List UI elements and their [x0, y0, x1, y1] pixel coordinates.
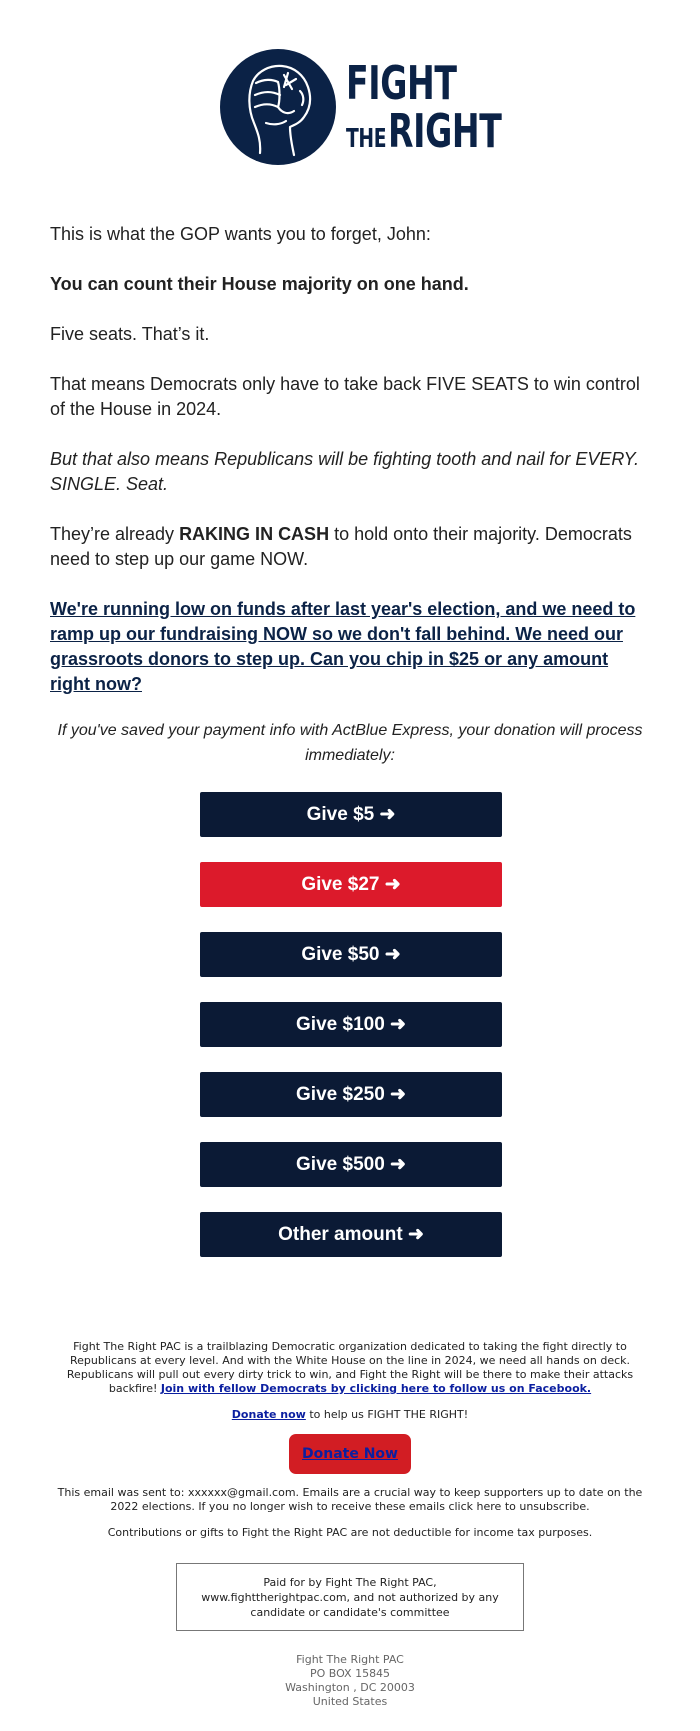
- raking-in-cash-text: RAKING IN CASH: [179, 524, 330, 544]
- intro-paragraph: This is what the GOP wants you to forget, John:: [50, 224, 431, 244]
- give-50-button[interactable]: Give $50 ➜: [200, 932, 502, 977]
- about-paragraph: Fight The Right PAC is a trailblazing Democratic organization dedicated to taking the fight directly to Republicans at every level. And with the White House on the line in 2024, we need all hands on deck. Republicans will pull out every dirty trick to win, and Fight the Right will be there to make their attacks backfire! Join with fellow Democrats by clicking here to follow us on Facebook.: [66, 1340, 634, 1395]
- sent-to-text: This email was sent to: xxxxxx@gmail.com. Emails are a crucial way to keep supporters up to date on the 2022 elections. If you no longer wish to receive these emails click here to unsubscribe.: [57, 1486, 643, 1513]
- give-5-button[interactable]: Give $5 ➜: [200, 792, 502, 837]
- address-line: Fight The Right PAC: [296, 1653, 404, 1666]
- logo-right: RIGHT: [388, 104, 502, 158]
- donate-line: Donate now to help us FIGHT THE RIGHT!: [231, 1408, 469, 1421]
- address-line: United States: [312, 1695, 388, 1708]
- raised-fist-icon: [220, 49, 336, 165]
- tax-disclaimer: Contributions or gifts to Fight the Right PAC are not deductible for income tax purposes.: [107, 1526, 593, 1539]
- logo-the: THE: [346, 124, 387, 154]
- facebook-link[interactable]: Join with fellow Democrats by clicking here to follow us on Facebook.: [160, 1382, 592, 1395]
- mailing-address: [250, 1653, 450, 1709]
- control-paragraph: That means Democrats only have to take back FIVE SEATS to win control of the House in 2024.: [50, 374, 640, 419]
- give-100-button[interactable]: Give $100 ➜: [200, 1002, 502, 1047]
- actblue-note: If you've saved your payment info with ActBlue Express, your donation will process immediately:: [57, 722, 643, 764]
- donate-now-button[interactable]: Donate Now: [289, 1434, 411, 1474]
- five-seats-paragraph: Five seats. That’s it.: [50, 324, 210, 344]
- donation-buttons: [200, 792, 502, 1282]
- fighting-paragraph: But that also means Republicans will be fighting tooth and nail for EVERY. SINGLE. Seat.: [50, 449, 640, 494]
- address-line: PO BOX 15845: [309, 1667, 391, 1680]
- address-line: Washington , DC 20003: [285, 1681, 415, 1694]
- chip-in-link[interactable]: We're running low on funds after last year's election, and we need to ramp up our fundraising NOW so we don't fall behind. We need our grassroots donors to step up. Can you chip in $25 or any amount right now?: [50, 599, 636, 694]
- logo-line1: FIGHT: [346, 56, 457, 110]
- give-27-button[interactable]: Give $27 ➜: [200, 862, 502, 907]
- cash-paragraph: They’re already RAKING IN CASH to hold onto their majority. Democrats need to step up our game NOW.: [50, 524, 632, 569]
- majority-paragraph: You can count their House majority on one hand.: [50, 274, 469, 294]
- paid-for-box: Paid for by Fight The Right PAC, www.fighttherightpac.com, and not authorized by any candidate or candidate's committee: [176, 1563, 524, 1631]
- give-250-button[interactable]: Give $250 ➜: [200, 1072, 502, 1117]
- give-500-button[interactable]: Give $500 ➜: [200, 1142, 502, 1187]
- other-amount-button[interactable]: Other amount ➜: [200, 1212, 502, 1257]
- donate-now-link[interactable]: Donate now: [231, 1408, 306, 1421]
- logo: [220, 48, 502, 166]
- footer: [50, 1340, 650, 1552]
- email-body: [50, 222, 650, 722]
- logo-wordmark: [346, 56, 546, 158]
